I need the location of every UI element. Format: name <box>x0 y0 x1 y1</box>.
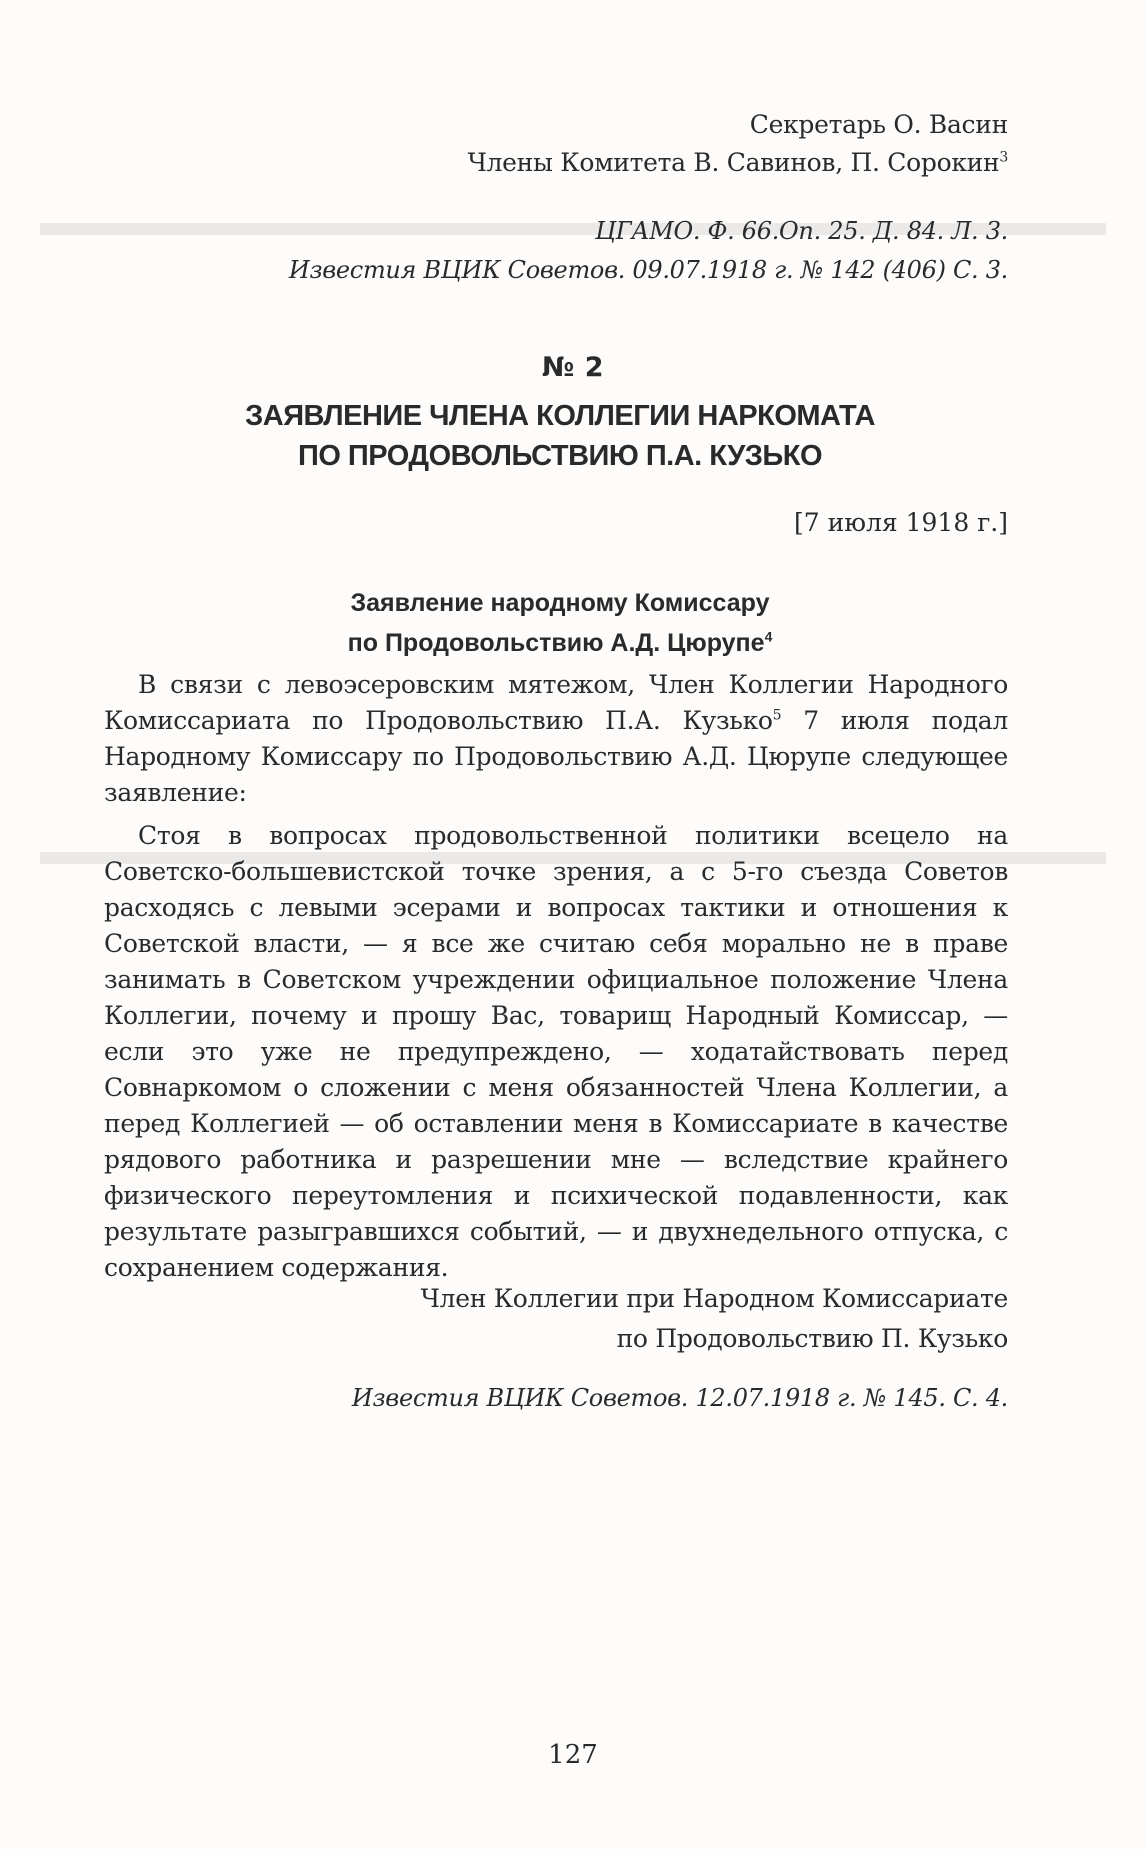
signature-block-secretary <box>468 106 1008 182</box>
statement-paragraph: Стоя в вопросах продовольственной политики всецело на Советско-большевистской точке зрения, а с 5-го съезда Советов расходясь с левыми эсерами и вопросах тактики и отношения к Советской власти, — я все же считаю себя морально не в праве занимать в Советском учреждении официальное положение Члена Коллегии, почему и прошу Вас, товарищ Народный Комиссар, — если это уже не предупреждено, — ходатайствовать перед Совнаркомом о сложении с меня обязанностей Члена Коллегии, а перед Коллегией — об оставлении меня в Комиссариате в качестве рядового работника и разрешении мне — вследствие крайнего физического переутомления и психической подавленности, как результате разыгравшихся событий, — и двухнедельного отпуска, с сохранением содержания. <box>104 821 1008 1282</box>
footnote-ref-3: 3 <box>999 149 1008 166</box>
subtitle-line-2: по Продовольствию А.Д. Цюрупе$^4$ <box>347 628 773 657</box>
page-number: 127 <box>548 1740 598 1770</box>
document-subtitle <box>110 583 1010 663</box>
signature-block-kuzko <box>421 1279 1008 1359</box>
document-title-line-1: ЗАЯВЛЕНИЕ ЧЛЕНА КОЛЛЕГИИ НАРКОМАТА <box>245 400 875 432</box>
archive-citation <box>289 212 1008 290</box>
newspaper-reference: Известия ВЦИК Советов. 09.07.1918 г. № 142 (406) С. 3. <box>288 256 1008 284</box>
document-title-line-2: ПО ПРОДОВОЛЬСТВИЮ П.А. КУЗЬКО <box>297 440 823 472</box>
intro-paragraph: В связи с левоэсеровским мятежом, Член Коллегии Народного Комиссариата по Продовольствию П.А. Кузько$^5$ 7 июля подал Народному Комиссару по Продовольствию А.Д. Цюрупе следующее заявление: <box>104 670 1008 807</box>
secretary-line: Секретарь О. Васин <box>749 110 1008 139</box>
source-citation: Известия ВЦИК Советов. 12.07.1918 г. № 145. С. 4. <box>351 1384 1008 1412</box>
document-date: [7 июля 1918 г.] <box>793 508 1008 537</box>
archive-reference: ЦГАМО. Ф. 66.Оп. 25. Д. 84. Л. 3. <box>595 217 1008 245</box>
document-number: № 2 <box>541 352 605 383</box>
committee-members-line: Члены Комитета В. Савинов, П. Сорокин$^3$ <box>467 148 1008 177</box>
document-title <box>110 396 1010 476</box>
signatory-name: по Продовольствию П. Кузько <box>616 1324 1008 1353</box>
subtitle-line-1: Заявление народному Комиссару <box>350 589 770 617</box>
footnote-ref-5: 5 <box>772 707 782 724</box>
footnote-ref-4: 4 <box>764 628 773 645</box>
signatory-position: Член Коллегии при Народном Комиссариате <box>420 1284 1008 1313</box>
